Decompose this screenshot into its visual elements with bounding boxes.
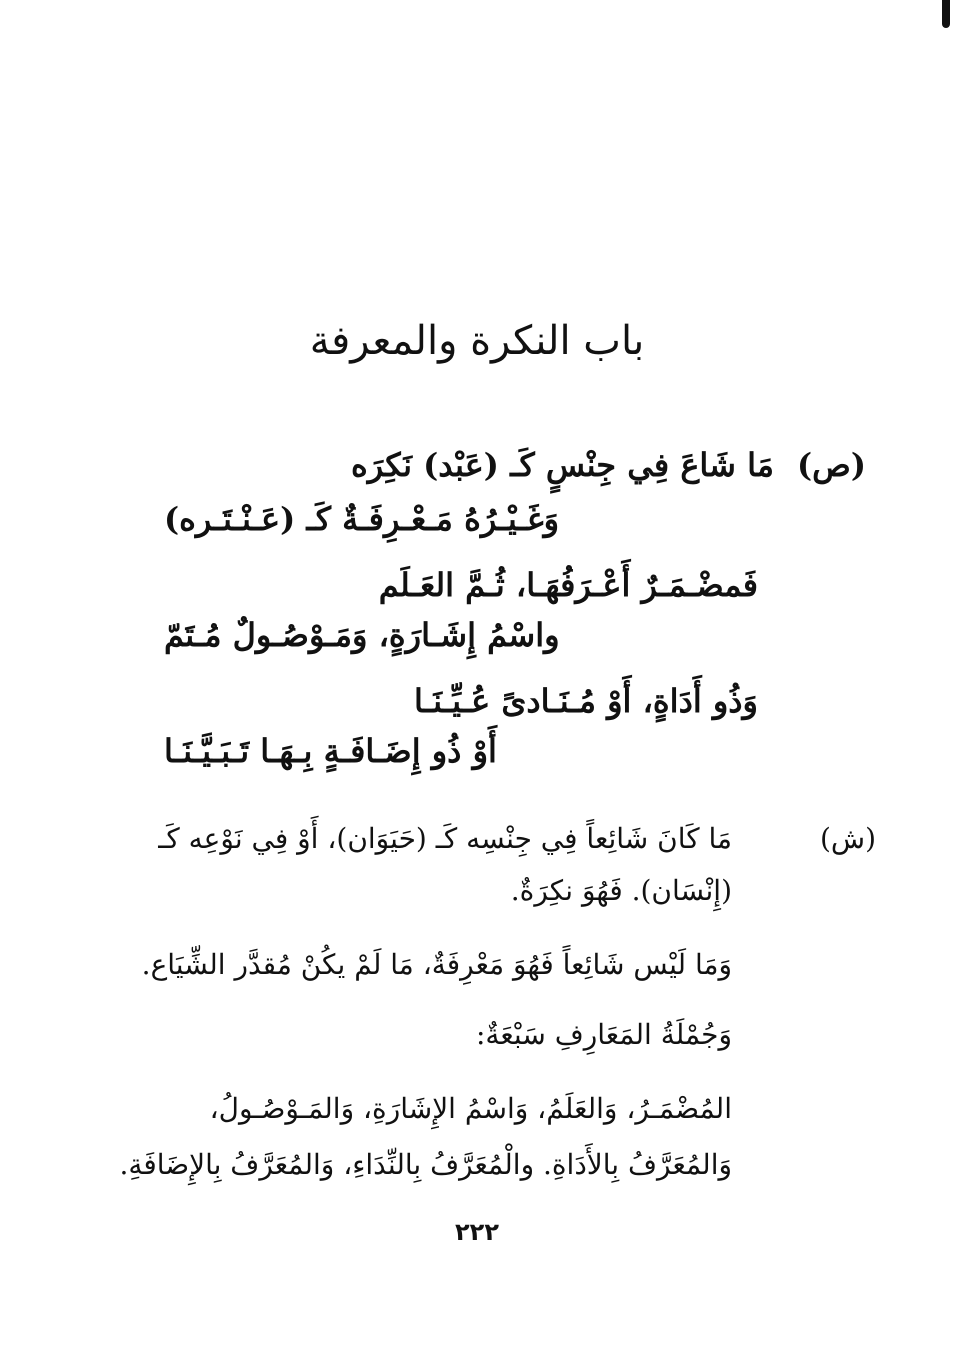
commentary-para-2: وَمَا لَيْس شَائِعاً فَهُوَ مَعْرِفَةٌ، مَا لَمْ يكُنْ مُقدَّر الشِّيَاع. <box>141 948 732 981</box>
page-number: ٢٢٢ <box>455 1218 499 1246</box>
commentary-para-4-line-2: وَالمُعَرَّفُ بِالأَدَاةِ. والْمُعَرَّفُ بِالنِّدَاءِ، وَالمُعَرَّفُ بِالإِضَافَةِ. <box>119 1148 732 1181</box>
page-edge-mark <box>942 0 950 28</box>
commentary-marker: (ش) <box>819 822 876 855</box>
verse-line-3: فَمضْـمَـرٌ أَعْـرَفُهَـا، ثُـمَّ العَـلَم <box>378 566 758 604</box>
commentary-para-1-line-2: (إِنْسَان). فَهُوَ نكِرَةٌ. <box>510 874 732 907</box>
verse-marker: (ص) <box>797 446 866 484</box>
commentary-para-1-line-1: مَا كَانَ شَائِعاً فِي جِنْسِه كَـ (حَيَوَان)، أَوْ فِي نَوْعِه كَـ <box>158 822 732 855</box>
verse-line-4: واسْمُ إِشَـارَةٍ، وَمَـوْصُـولٌ مُـتَمّ <box>164 616 560 654</box>
commentary-para-3: وَجُمْلَةُ المَعَارِفِ سَبْعَةٌ: <box>475 1018 732 1051</box>
verse-line-6: أَوْ ذُو إِضَـافَـةٍ بِـهَـا تَـبَـيَّـنَـا <box>164 732 497 770</box>
verse-line-5: وَذُو أَدَاةٍ، أَوْ مُـنَـادىً عُـيِّـنَـا <box>413 682 758 720</box>
chapter-title: باب النكرة والمعرفة <box>309 318 645 364</box>
verse-line-1: مَا شَاعَ فِي جِنْسٍ كَـ (عَبْد) نَكِرَه <box>350 446 774 484</box>
verse-line-2: وَغَـيْـرُهُ مَـعْـرِفَـةٌ كَـ (عَـنْـتَـره) <box>164 500 560 538</box>
commentary-para-4-line-1: المُضْمَـرُ، وَالعَلَمُ، وَاسْمُ الإِشَارَةِ، وَالمَـوْصُـولُ، <box>209 1092 732 1125</box>
